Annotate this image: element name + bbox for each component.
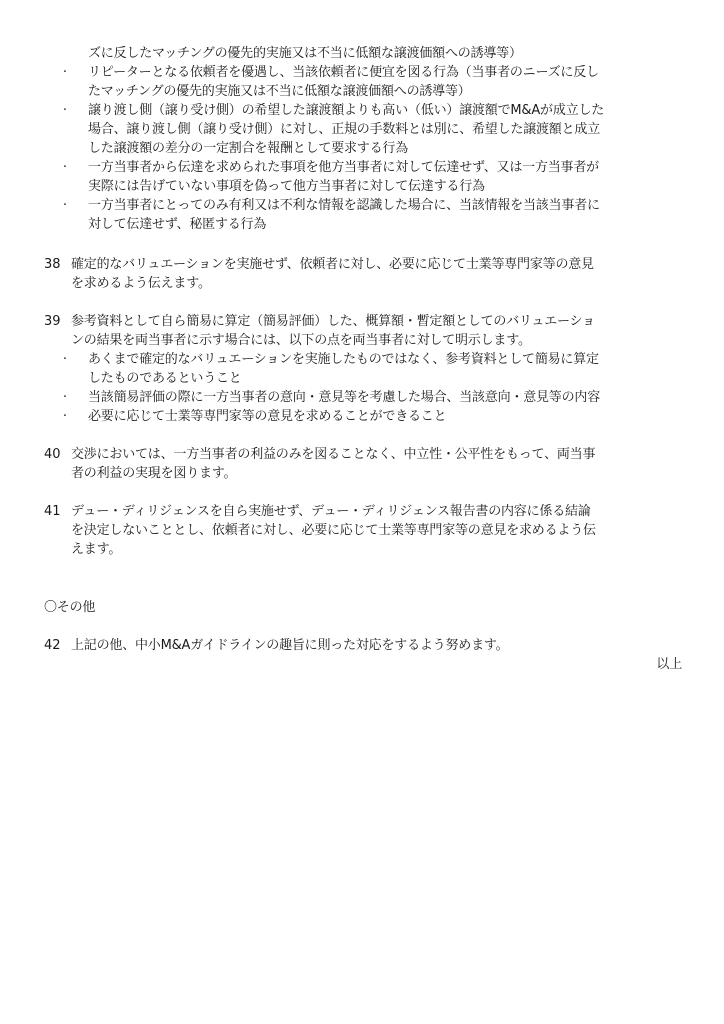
bullet-text: したものであるということ <box>88 371 242 386</box>
bullet-text: 対して伝達せず、秘匿する行為 <box>88 217 267 232</box>
bullet-text: 当該簡易評価の際に一方当事者の意向・意見等を考慮した場合、当該意向・意見等の内容 <box>88 390 601 405</box>
continued-text: ズに反したマッチングの優先的実施又は不当に低額な譲渡価額への誘導等） <box>88 46 522 61</box>
bullet-text: あくまで確定的なバリュエーションを実施したものではなく、参考資料として簡易に算定 <box>88 352 599 367</box>
item-text: を求めるよう伝えます。 <box>71 276 211 291</box>
item-text: えます。 <box>71 542 122 557</box>
item-number: 42 <box>44 638 61 653</box>
item-number: 39 <box>44 314 61 329</box>
item-number: 41 <box>44 504 61 519</box>
bullet-text: 必要に応じて士業等専門家等の意見を求めることができること <box>88 409 447 424</box>
item-text: デュー・ディリジェンスを自ら実施せず、デュー・ディリジェンス報告書の内容に係る結論 <box>71 504 591 519</box>
closing-mark: 以上 <box>656 657 682 672</box>
bullet-text: リピーターとなる依頼者を優遇し、当該依頼者に便宜を図る行為（当事者のニーズに反し <box>88 65 599 80</box>
item-text: 参考資料として自ら簡易に算定（簡易評価）した、概算額・暫定額としてのバリュエーショ <box>71 314 595 329</box>
item-text: を決定しないこととし、依頼者に対し、必要に応じて士業等専門家等の意見を求めるよう伝 <box>71 523 596 538</box>
bullet-mark: · <box>62 198 68 213</box>
section-heading: 〇その他 <box>44 600 96 615</box>
bullet-mark: · <box>62 352 68 367</box>
item-text: 上記の他、中小M&Aガイドラインの趣旨に則った対応をするよう努めます。 <box>71 638 509 653</box>
item-text: 者の利益の実現を図ります。 <box>71 466 237 481</box>
item-text: ンの結果を両当事者に示す場合には、以下の点を両当事者に対して明示します。 <box>71 333 531 348</box>
bullet-mark: · <box>62 409 68 424</box>
bullet-text: した譲渡額の差分の一定割合を報酬として要求する行為 <box>88 141 409 156</box>
item-text: 確定的なバリュエーションを実施せず、依頼者に対し、必要に応じて士業等専門家等の意見 <box>71 257 594 272</box>
bullet-text: 場合、譲り渡し側（譲り受け側）に対し、正規の手数料とは別に、希望した譲渡額と成立 <box>88 122 601 137</box>
bullet-text: 一方当事者から伝達を求められた事項を他方当事者に対して伝達せず、又は一方当事者が <box>88 160 599 175</box>
item-number: 40 <box>44 447 61 462</box>
bullet-text: 実際には告げていない事項を偽って他方当事者に対して伝達する行為 <box>88 179 485 194</box>
bullet-mark: · <box>62 160 68 175</box>
bullet-text: 一方当事者にとってのみ有利又は不利な情報を認識した場合に、当該情報を当該当事者に <box>88 198 600 213</box>
bullet-text: 譲り渡し側（譲り受け側）の希望した譲渡額よりも高い（低い）譲渡額でM&Aが成立した <box>88 103 605 118</box>
bullet-mark: · <box>62 390 68 405</box>
item-number: 38 <box>44 257 61 272</box>
bullet-text: たマッチングの優先的実施又は不当に低額な譲渡価額への誘導等） <box>88 84 471 99</box>
item-text: 交渉においては、一方当事者の利益のみを図ることなく、中立性・公平性をもって、両当事 <box>71 447 596 462</box>
bullet-mark: · <box>62 103 68 118</box>
bullet-mark: · <box>62 65 68 80</box>
